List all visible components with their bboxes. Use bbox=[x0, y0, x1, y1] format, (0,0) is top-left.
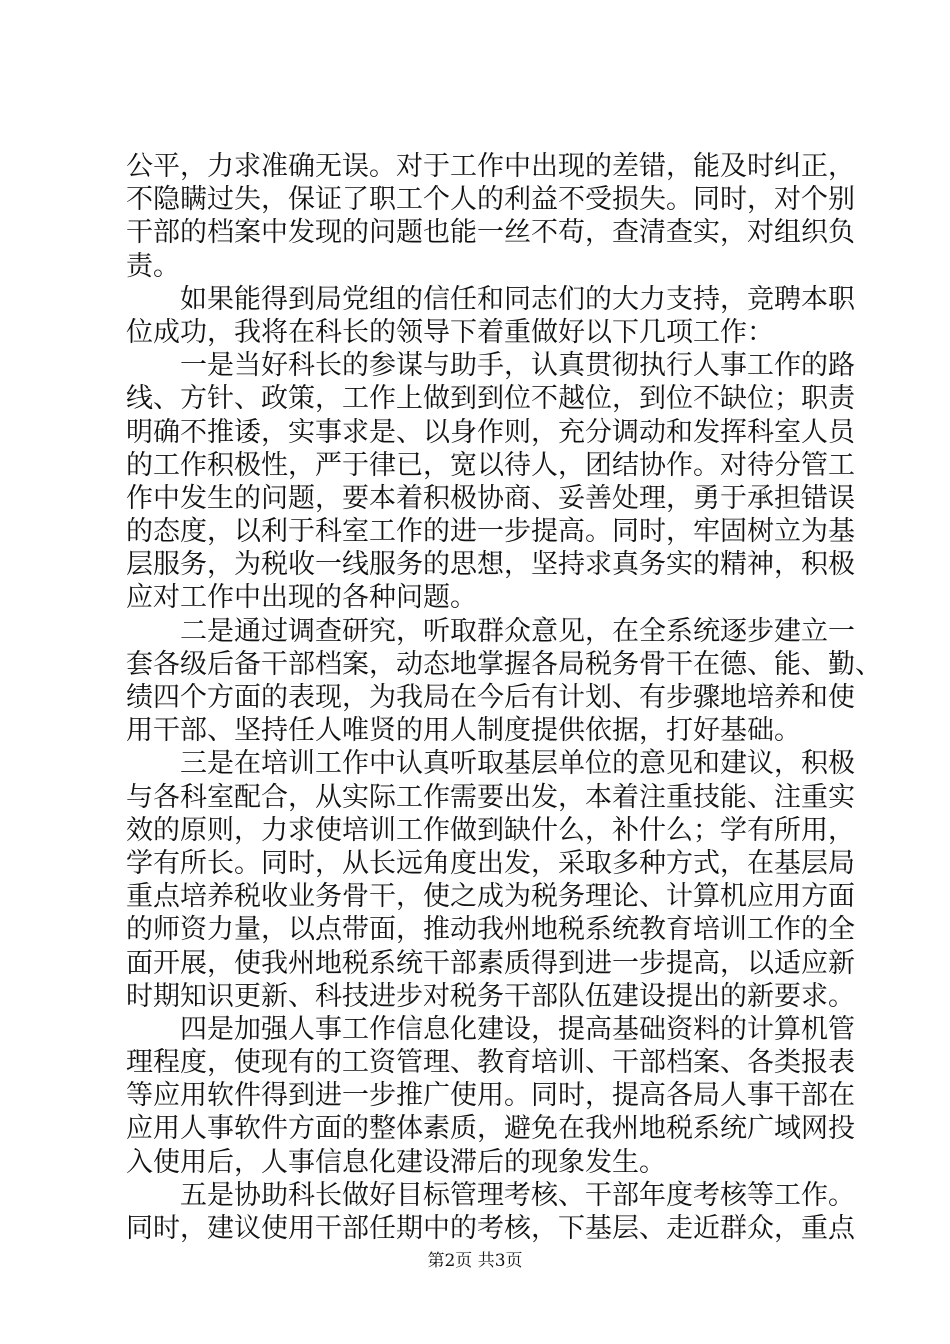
text-line: 套各级后备干部档案，动态地掌握各局税务骨干在德、能、勤、 bbox=[126, 648, 882, 680]
text-line: 入使用后，人事信息化建设滞后的现象发生。 bbox=[126, 1146, 666, 1178]
text-line: 干部的档案中发现的问题也能一丝不苟，查清查实，对组织负 bbox=[126, 217, 855, 249]
text-line: 与各科室配合，从实际工作需要出发，本着注重技能、注重实 bbox=[126, 781, 855, 813]
text-line: 层服务，为税收一线服务的思想，坚持求真务实的精神，积极 bbox=[126, 549, 855, 581]
text-line: 四是加强人事工作信息化建设，提高基础资料的计算机管 bbox=[180, 1013, 855, 1045]
text-line: 面开展，使我州地税系统干部素质得到进一步提高，以适应新 bbox=[126, 947, 855, 979]
text-line: 位成功，我将在科长的领导下着重做好以下几项工作： bbox=[126, 316, 774, 348]
text-line: 绩四个方面的表现，为我局在今后有计划、有步骤地培养和使 bbox=[126, 682, 855, 713]
text-line: 重点培养税收业务骨干，使之成为税务理论、计算机应用方面 bbox=[126, 881, 855, 913]
text-line: 效的原则，力求使培训工作做到缺什么，补什么；学有所用， bbox=[126, 814, 855, 846]
text-line: 三是在培训工作中认真听取基层单位的意见和建议，积极 bbox=[180, 748, 855, 780]
text-line: 等应用软件得到进一步推广使用。同时，提高各局人事干部在 bbox=[126, 1080, 855, 1112]
text-line: 同时，建议使用干部任期中的考核，下基层、走近群众，重点 bbox=[126, 1213, 855, 1244]
text-line: 理程度，使现有的工资管理、教育培训、干部档案、各类报表 bbox=[126, 1047, 855, 1079]
page-number-label: 第2页 共3页 bbox=[427, 1251, 523, 1271]
text-line: 公平，力求准确无误。对于工作中出现的差错，能及时纠正， bbox=[126, 151, 855, 182]
text-line: 明确不推诿，实事求是、以身作则，充分调动和发挥科室人员 bbox=[126, 416, 855, 448]
text-line: 线、方针、政策，工作上做到到位不越位，到位不缺位；职责 bbox=[126, 383, 855, 415]
text-line: 如果能得到局党组的信任和同志们的大力支持，竞聘本职 bbox=[180, 283, 855, 315]
text-line: 二是通过调查研究，听取群众意见，在全系统逐步建立一 bbox=[180, 615, 855, 647]
text-line: 的态度，以利于科室工作的进一步提高。同时，牢固树立为基 bbox=[126, 516, 855, 548]
text-line: 的师资力量，以点带面，推动我州地税系统教育培训工作的全 bbox=[126, 914, 855, 946]
document-body bbox=[126, 150, 882, 1245]
text-line: 应用人事软件方面的整体素质，避免在我州地税系统广域网投 bbox=[126, 1113, 855, 1145]
text-line: 应对工作中出现的各种问题。 bbox=[126, 582, 477, 614]
text-line: 学有所长。同时，从长远角度出发，采取多种方式，在基层局 bbox=[126, 847, 855, 879]
text-line: 一是当好科长的参谋与助手，认真贯彻执行人事工作的路 bbox=[180, 350, 855, 382]
text-line: 作中发生的问题，要本着积极协商、妥善处理，勇于承担错误 bbox=[126, 482, 855, 514]
text-line: 时期知识更新、科技进步对税务干部队伍建设提出的新要求。 bbox=[126, 980, 855, 1012]
text-line: 不隐瞒过失，保证了职工个人的利益不受损失。同时，对个别 bbox=[126, 184, 855, 216]
text-line: 责。 bbox=[126, 250, 180, 282]
text-line: 的工作积极性，严于律已，宽以待人，团结协作。对待分管工 bbox=[126, 449, 855, 481]
text-line: 用干部、坚持任人唯贤的用人制度提供依据，打好基础。 bbox=[126, 715, 801, 747]
page-footer bbox=[0, 1246, 950, 1271]
text-line: 五是协助科长做好目标管理考核、干部年度考核等工作。 bbox=[180, 1179, 855, 1211]
